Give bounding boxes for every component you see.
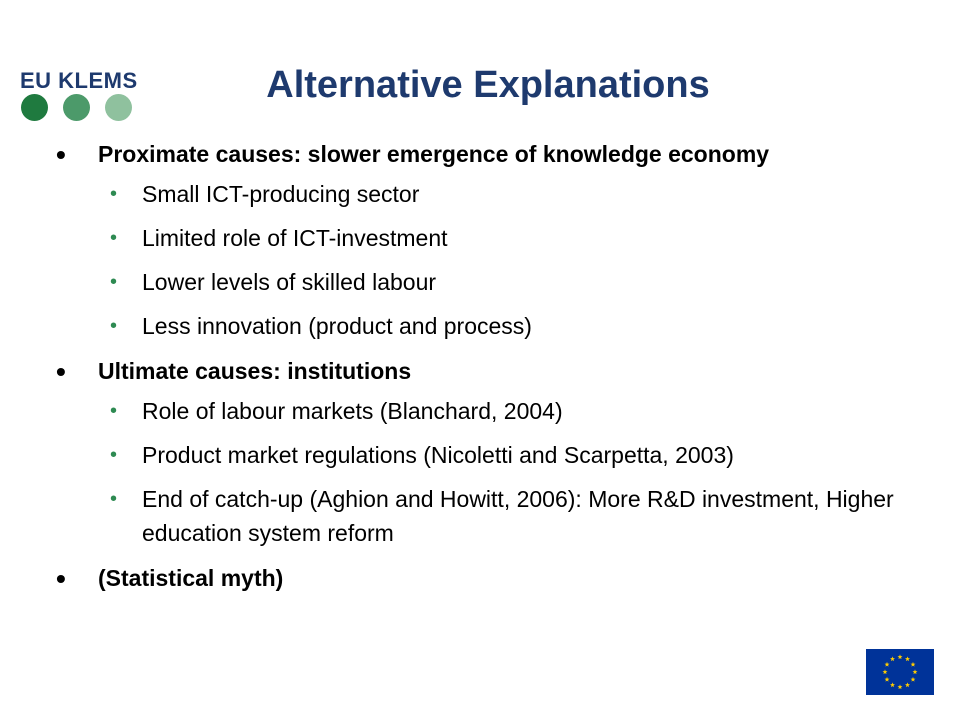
sub-bullet bbox=[56, 221, 916, 255]
sub-bullet bbox=[56, 482, 916, 550]
sub-bullet-icon: • bbox=[110, 271, 118, 293]
sub-bullet-text: Small ICT-producing sector bbox=[142, 181, 420, 207]
sub-bullet-icon: • bbox=[110, 315, 118, 337]
sub-bullet-icon: • bbox=[110, 444, 118, 466]
sub-bullet-text: End of catch-up (Aghion and Howitt, 2006): More R&D investment, Higher education system reform bbox=[142, 486, 894, 546]
sub-bullet-text: Less innovation (product and process) bbox=[142, 313, 532, 339]
bullet-text: Proximate causes: slower emergence of knowledge economy bbox=[98, 141, 770, 167]
sub-bullet bbox=[56, 394, 916, 428]
bullet-proximate-causes bbox=[56, 136, 916, 173]
sub-bullet bbox=[56, 438, 916, 472]
bullet-icon: • bbox=[56, 139, 66, 170]
bullet-icon: • bbox=[56, 563, 66, 594]
bullet-list bbox=[56, 136, 916, 597]
sub-bullet-text: Limited role of ICT-investment bbox=[142, 225, 448, 251]
sub-bullet bbox=[56, 309, 916, 343]
eu-flag-icon bbox=[866, 649, 934, 695]
sub-bullet-icon: • bbox=[110, 183, 118, 205]
sub-bullet bbox=[56, 177, 916, 211]
sub-bullet-icon: • bbox=[110, 227, 118, 249]
sub-bullet-text: Role of labour markets (Blanchard, 2004) bbox=[142, 398, 563, 424]
sub-list-proximate bbox=[56, 177, 916, 343]
bullet-text: Ultimate causes: institutions bbox=[98, 358, 412, 384]
bullet-icon: • bbox=[56, 356, 66, 387]
bullet-text: (Statistical myth) bbox=[98, 565, 284, 591]
sub-bullet-text: Lower levels of skilled labour bbox=[142, 269, 437, 295]
sub-bullet-icon: • bbox=[110, 488, 118, 510]
bullet-ultimate-causes bbox=[56, 353, 916, 390]
logo-text: EU KLEMS bbox=[20, 68, 138, 93]
sub-bullet-text: Product market regulations (Nicoletti and Scarpetta, 2003) bbox=[142, 442, 734, 468]
bullet-statistical-myth bbox=[56, 560, 916, 597]
sub-list-ultimate bbox=[56, 394, 916, 550]
sub-bullet-icon: • bbox=[110, 400, 118, 422]
slide-title: Alternative Explanations bbox=[266, 64, 710, 106]
sub-bullet bbox=[56, 265, 916, 299]
